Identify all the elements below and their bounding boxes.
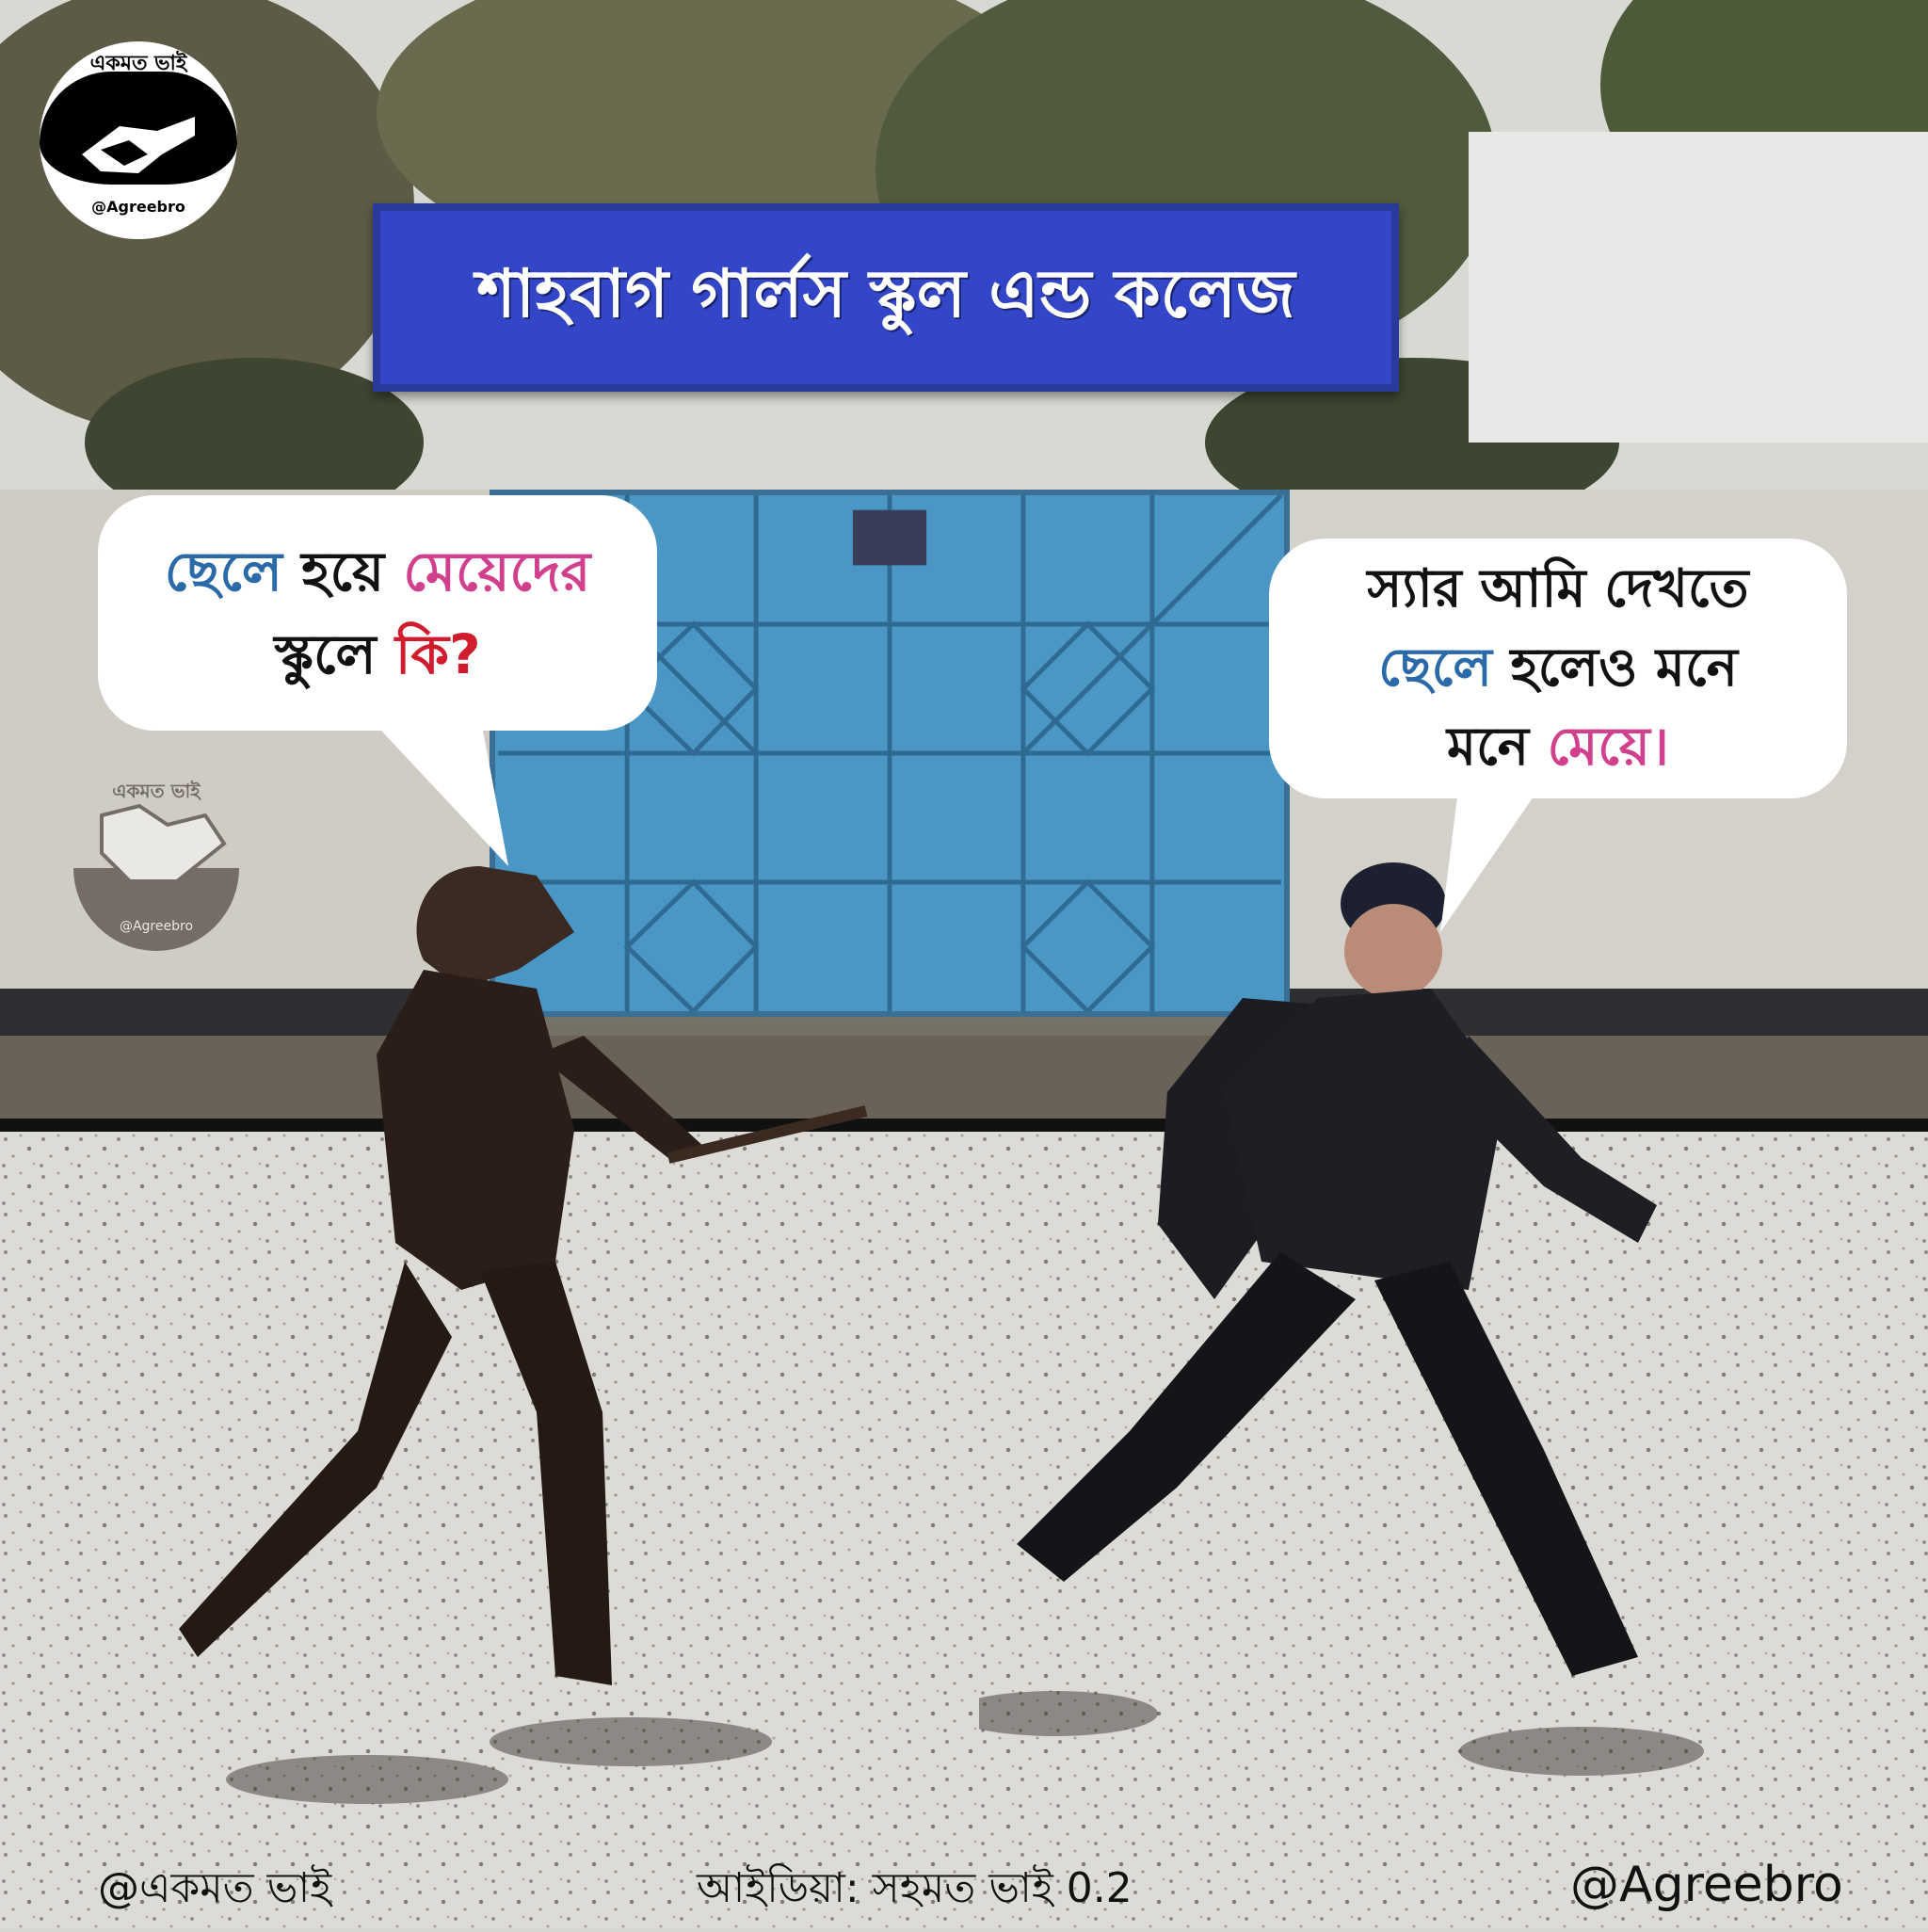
bubble-left-word-boy: ছেলে xyxy=(164,539,282,604)
bubble-right-word-mind: মনে xyxy=(1447,716,1530,778)
bubble-left-word-school: স্কুলে xyxy=(274,622,377,686)
speech-bubble-right-tail xyxy=(1440,781,1553,942)
watermark-title: একমত ভাই xyxy=(112,780,201,802)
logo-title: একমত ভাই xyxy=(89,52,187,75)
building xyxy=(1469,132,1928,443)
bubble-right-words-even-if: হলেও মনে xyxy=(1510,637,1738,699)
speech-bubble-left xyxy=(98,495,657,731)
logo-handle: @Agreebro xyxy=(91,198,185,216)
bubble-right-line-1: স্যার আমি দেখতে xyxy=(1367,558,1749,620)
watermark-handle: @Agreebro xyxy=(119,919,194,934)
footer-right-handle: @Agreebro xyxy=(1570,1857,1843,1913)
agreebro-logo xyxy=(40,41,237,239)
footer-left-credit: @একমত ভাই xyxy=(98,1864,332,1912)
running-man-figure xyxy=(979,847,1732,1845)
speech-bubble-left-tail xyxy=(367,716,527,876)
bubble-left-word-girls: মেয়েদের xyxy=(403,539,591,604)
watermark-logo xyxy=(64,778,249,962)
school-sign xyxy=(373,203,1399,392)
police-officer-figure xyxy=(141,847,876,1845)
bubble-right-word-girl: মেয়ে। xyxy=(1547,716,1669,778)
school-sign-text: শাহবাগ গার্লস স্কুল এন্ড কলেজ xyxy=(476,254,1295,332)
handshake-icon xyxy=(72,98,204,183)
bubble-left-word-what: কি? xyxy=(394,622,481,686)
speech-bubble-right xyxy=(1269,539,1847,798)
footer-idea-credit: আইডিয়া: সহমত ভাই 0.2 xyxy=(697,1864,1133,1912)
bubble-right-word-boy: ছেলে xyxy=(1378,637,1492,699)
bubble-left-word-being: হয়ে xyxy=(301,539,385,604)
